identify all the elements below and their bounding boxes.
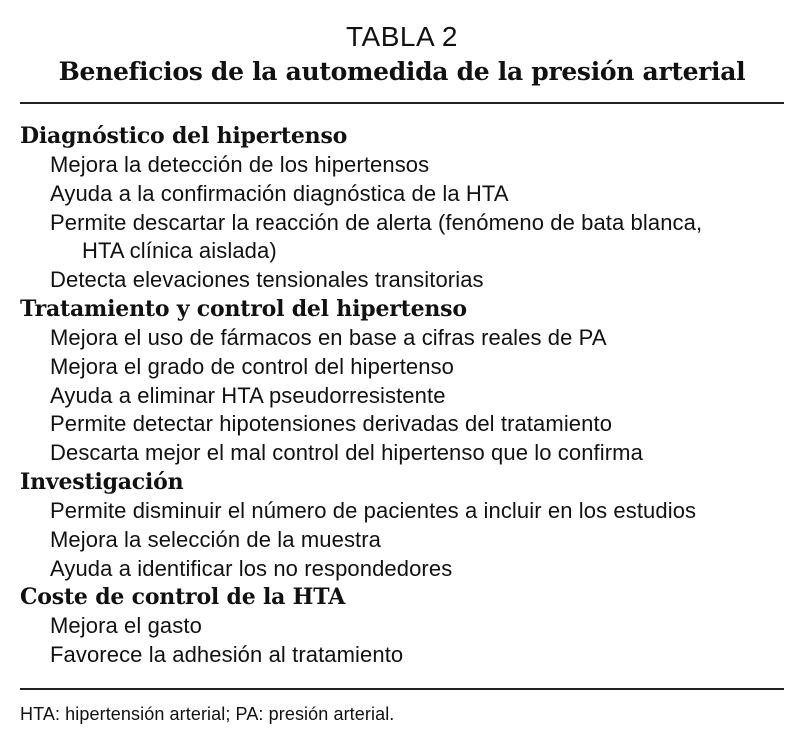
section-coste: [20, 583, 784, 670]
list-item: Mejora el uso de fármacos en base a cifras reales de PA: [50, 324, 607, 350]
list-item: Mejora el gasto: [50, 613, 202, 639]
list-item-continuation: HTA clínica aislada): [82, 238, 277, 264]
section-investigacion: [20, 468, 784, 583]
section-heading: Investigación: [20, 468, 184, 495]
list-item: Ayuda a la confirmación diagnóstica de la HTA: [50, 180, 509, 206]
table-footnote: HTA: hipertensión arterial; PA: presión arterial.: [20, 703, 395, 724]
section-tratamiento: [20, 295, 784, 468]
table-title: Beneficios de la automedida de la presión arterial: [58, 57, 746, 86]
table-body: [20, 122, 784, 670]
section-heading: Coste de control de la HTA: [20, 584, 346, 611]
section-heading: Diagnóstico del hipertenso: [20, 123, 348, 149]
bottom-rule: [20, 688, 784, 690]
list-item: Ayuda a eliminar HTA pseudorresistente: [50, 382, 446, 408]
table-container: [20, 20, 784, 744]
list-item: Mejora la selección de la muestra: [50, 526, 382, 552]
list-item-line: Permite descartar la reacción de alerta (fenómeno de bata blanca,: [50, 209, 703, 235]
list-item: Favorece la adhesión al tratamiento: [50, 642, 404, 668]
list-item: Permite detectar hipotensiones derivadas del tratamiento: [50, 411, 613, 437]
list-item: [20, 209, 784, 267]
list-item: Ayuda a identificar los no respondedores: [50, 555, 453, 581]
list-item: Mejora el grado de control del hipertenso: [50, 353, 455, 379]
table-number: TABLA 2: [346, 21, 458, 52]
top-rule: [20, 102, 784, 104]
section-heading: Tratamiento y control del hipertenso: [20, 295, 467, 322]
list-item: Detecta elevaciones tensionales transitorias: [50, 267, 484, 293]
list-item: Permite disminuir el número de pacientes a incluir en los estudios: [50, 497, 697, 523]
list-item: Mejora la detección de los hipertensos: [50, 152, 430, 177]
list-item: Descarta mejor el mal control del hipertenso que lo confirma: [50, 440, 643, 466]
section-diagnostico: [20, 122, 784, 295]
